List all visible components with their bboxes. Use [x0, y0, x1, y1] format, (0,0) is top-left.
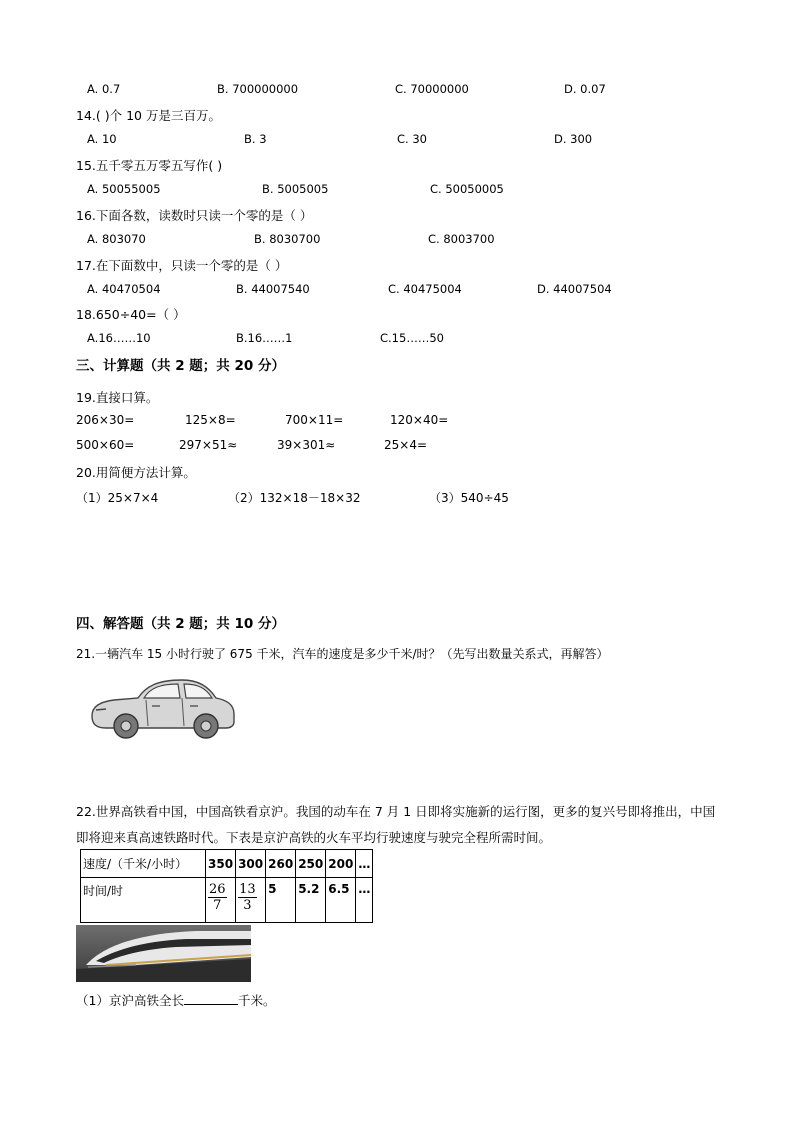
speed-cell: 200	[326, 850, 356, 878]
q20-item: （2）132×18－18×32	[228, 491, 361, 505]
q16-text: 16.下面各数，读数时只读一个零的是（ ）	[76, 208, 313, 223]
q17-option-c: C. 40475004	[388, 282, 462, 296]
time-cell: 5	[266, 878, 296, 923]
time-cell: 5.2	[296, 878, 326, 923]
q17-option-a: A. 40470504	[87, 282, 161, 296]
q18-option-c: C.15……50	[380, 331, 444, 345]
q17-option-d: D. 44007504	[537, 282, 612, 296]
q15-option-a: A. 50055005	[87, 182, 161, 196]
q22-text: 22.世界高铁看中国，中国高铁看京沪。我国的动车在 7 月 1 日即将实施新的运行图，更多的复兴号即将推出，中国即将迎来真高速铁路时代。下表是京沪高铁的火车平均行驶速度与驶完全程所需时间。	[76, 804, 716, 845]
q19-item: 39×301≈	[277, 438, 336, 452]
q16-option-c: C. 8003700	[428, 232, 495, 246]
q16-option-b: B. 8030700	[254, 232, 321, 246]
q19-item: 125×8=	[185, 413, 236, 427]
q19-item: 25×4=	[384, 438, 428, 452]
speed-time-table	[80, 849, 373, 923]
car-illustration	[86, 672, 238, 744]
q14-option-b: B. 3	[244, 132, 267, 146]
q16-option-a: A. 803070	[87, 232, 146, 246]
q22-sub1: （1）京沪高铁全长 千米。	[76, 993, 276, 1008]
q13-option-d: D. 0.07	[564, 82, 606, 96]
time-cell: 6.5	[326, 878, 356, 923]
time-cell	[206, 878, 236, 923]
q14-option-c: C. 30	[397, 132, 427, 146]
q14-text: 14.( )个 10 万是三百万。	[76, 108, 221, 123]
q15-option-b: B. 5005005	[262, 182, 329, 196]
q20-text: 20.用简便方法计算。	[76, 465, 196, 480]
speed-cell: 250	[296, 850, 326, 878]
section-4-heading: 四、解答题（共 2 题；共 10 分）	[76, 616, 285, 632]
q19-item: 206×30=	[76, 413, 135, 427]
speed-label: 速度/（千米/小时）	[81, 850, 206, 878]
q20-item: （1）25×7×4	[76, 491, 159, 505]
q14-option-d: D. 300	[554, 132, 593, 146]
time-cell: …	[356, 878, 373, 923]
q18-text: 18.650÷40=（ ）	[76, 307, 186, 322]
q18-option-a: A.16……10	[87, 331, 151, 345]
q17-option-b: B. 44007540	[236, 282, 310, 296]
section-3-heading: 三、计算题（共 2 题；共 20 分）	[76, 358, 285, 374]
q17-text: 17.在下面数中，只读一个零的是（ ）	[76, 258, 288, 273]
speed-cell: 260	[266, 850, 296, 878]
time-cell	[236, 878, 266, 923]
q13-option-b: B. 700000000	[217, 82, 299, 96]
q19-text: 19.直接口算。	[76, 390, 159, 405]
q13-option-a: A. 0.7	[87, 82, 121, 96]
speed-cell: 300	[236, 850, 266, 878]
q19-item: 120×40=	[390, 413, 449, 427]
q19-item: 500×60=	[76, 438, 135, 452]
q13-option-c: C. 70000000	[395, 82, 469, 96]
q18-option-b: B.16……1	[236, 331, 293, 345]
q15-text: 15.五千零五万零五写作( )	[76, 158, 223, 173]
q21-text: 21.一辆汽车 15 小时行驶了 675 千米，汽车的速度是多少千米/时？（先写出数量关系式，再解答）	[76, 647, 609, 661]
time-fraction: $\frac{26}{7}$	[209, 882, 226, 913]
q15-option-c: C. 50050005	[430, 182, 504, 196]
high-speed-train-photo	[76, 925, 251, 982]
q20-item: （3）540÷45	[429, 491, 509, 505]
speed-cell: 350	[206, 850, 236, 878]
answer-blank[interactable]	[184, 992, 238, 1005]
q19-item: 297×51≈	[179, 438, 238, 452]
q14-option-a: A. 10	[87, 132, 117, 146]
time-label: 时间/时	[81, 878, 206, 923]
time-fraction: $\frac{13}{3}$	[239, 882, 256, 913]
q19-item: 700×11=	[285, 413, 344, 427]
speed-cell: …	[356, 850, 373, 878]
